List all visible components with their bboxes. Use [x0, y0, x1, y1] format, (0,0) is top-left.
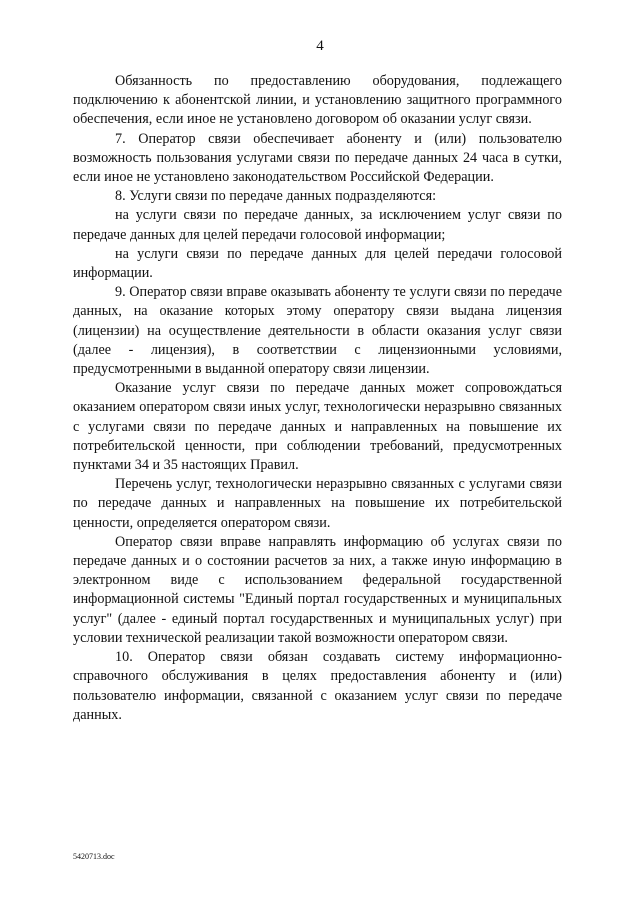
paragraph-9-services-list: Перечень услуг, технологически неразрывно связанных с услугами связи по передаче данных и направленных на повышение их потребительской ценности, определяется оператором связи.	[73, 476, 562, 531]
paragraph-9: 9. Оператор связи вправе оказывать абоненту те услуги связи по передаче данных, на оказание которых этому оператору связи выдана лицензия (лицензии) на осуществление деятельности в области оказания услуг связи (далее - лицензия), в соответствии с лицензионными условиями, предусмотренными в выданной оператору связи лицензии.	[73, 284, 562, 378]
paragraph-9-additional-services: Оказание услуг связи по передаче данных может сопровождаться оказанием оператором связи иных услуг, технологически неразрывно связанных с услугами связи по передаче данных и направленных на повышение их потребительской ценности, при соблюдении требований, предусмотренных пунктами 34 и 35 настоящих Правил.	[73, 380, 562, 474]
paragraph-8-item-1: на услуги связи по передаче данных, за исключением услуг связи по передаче данных для целей передачи голосовой информации;	[73, 207, 562, 243]
paragraph-8-item-2: на услуги связи по передаче данных для целей передачи голосовой информации.	[73, 245, 562, 282]
paragraph-9-information-portal: Оператор связи вправе направлять информацию об услугах связи по передаче данных и о состоянии расчетов за них, а также иную информацию в электронном виде с использованием федеральной государственной информационной системы "Единый портал государственных и муниципальных услуг" (далее - единый портал государственных и муниципальных услуг) при условии технической реализации такой возможности оператором связи.	[73, 533, 562, 646]
footer-doc-id: 5420713.doc	[73, 852, 115, 861]
paragraph-7: 7. Оператор связи обеспечивает абоненту и (или) пользователю возможность пользования услугами связи по передаче данных 24 часа в сутки, если иное не установлено законодательством Российской Федерации.	[73, 130, 562, 186]
paragraph-equipment-obligation: Обязанность по предоставлению оборудования, подлежащего подключению к абонентской линии, и установлению защитного программного обеспечения, если иное не установлено договором об оказании услуг связи.	[73, 73, 562, 128]
paragraph-8: 8. Услуги связи по передаче данных подразделяются:	[115, 188, 437, 205]
page-number: 4	[316, 38, 324, 54]
paragraph-10: 10. Оператор связи обязан создавать систему информационно-справочного обслуживания в целях предоставления абоненту и (или) пользователю информации, связанной с оказанием услуг связи по передаче данных.	[73, 649, 562, 723]
document-body	[73, 72, 562, 725]
